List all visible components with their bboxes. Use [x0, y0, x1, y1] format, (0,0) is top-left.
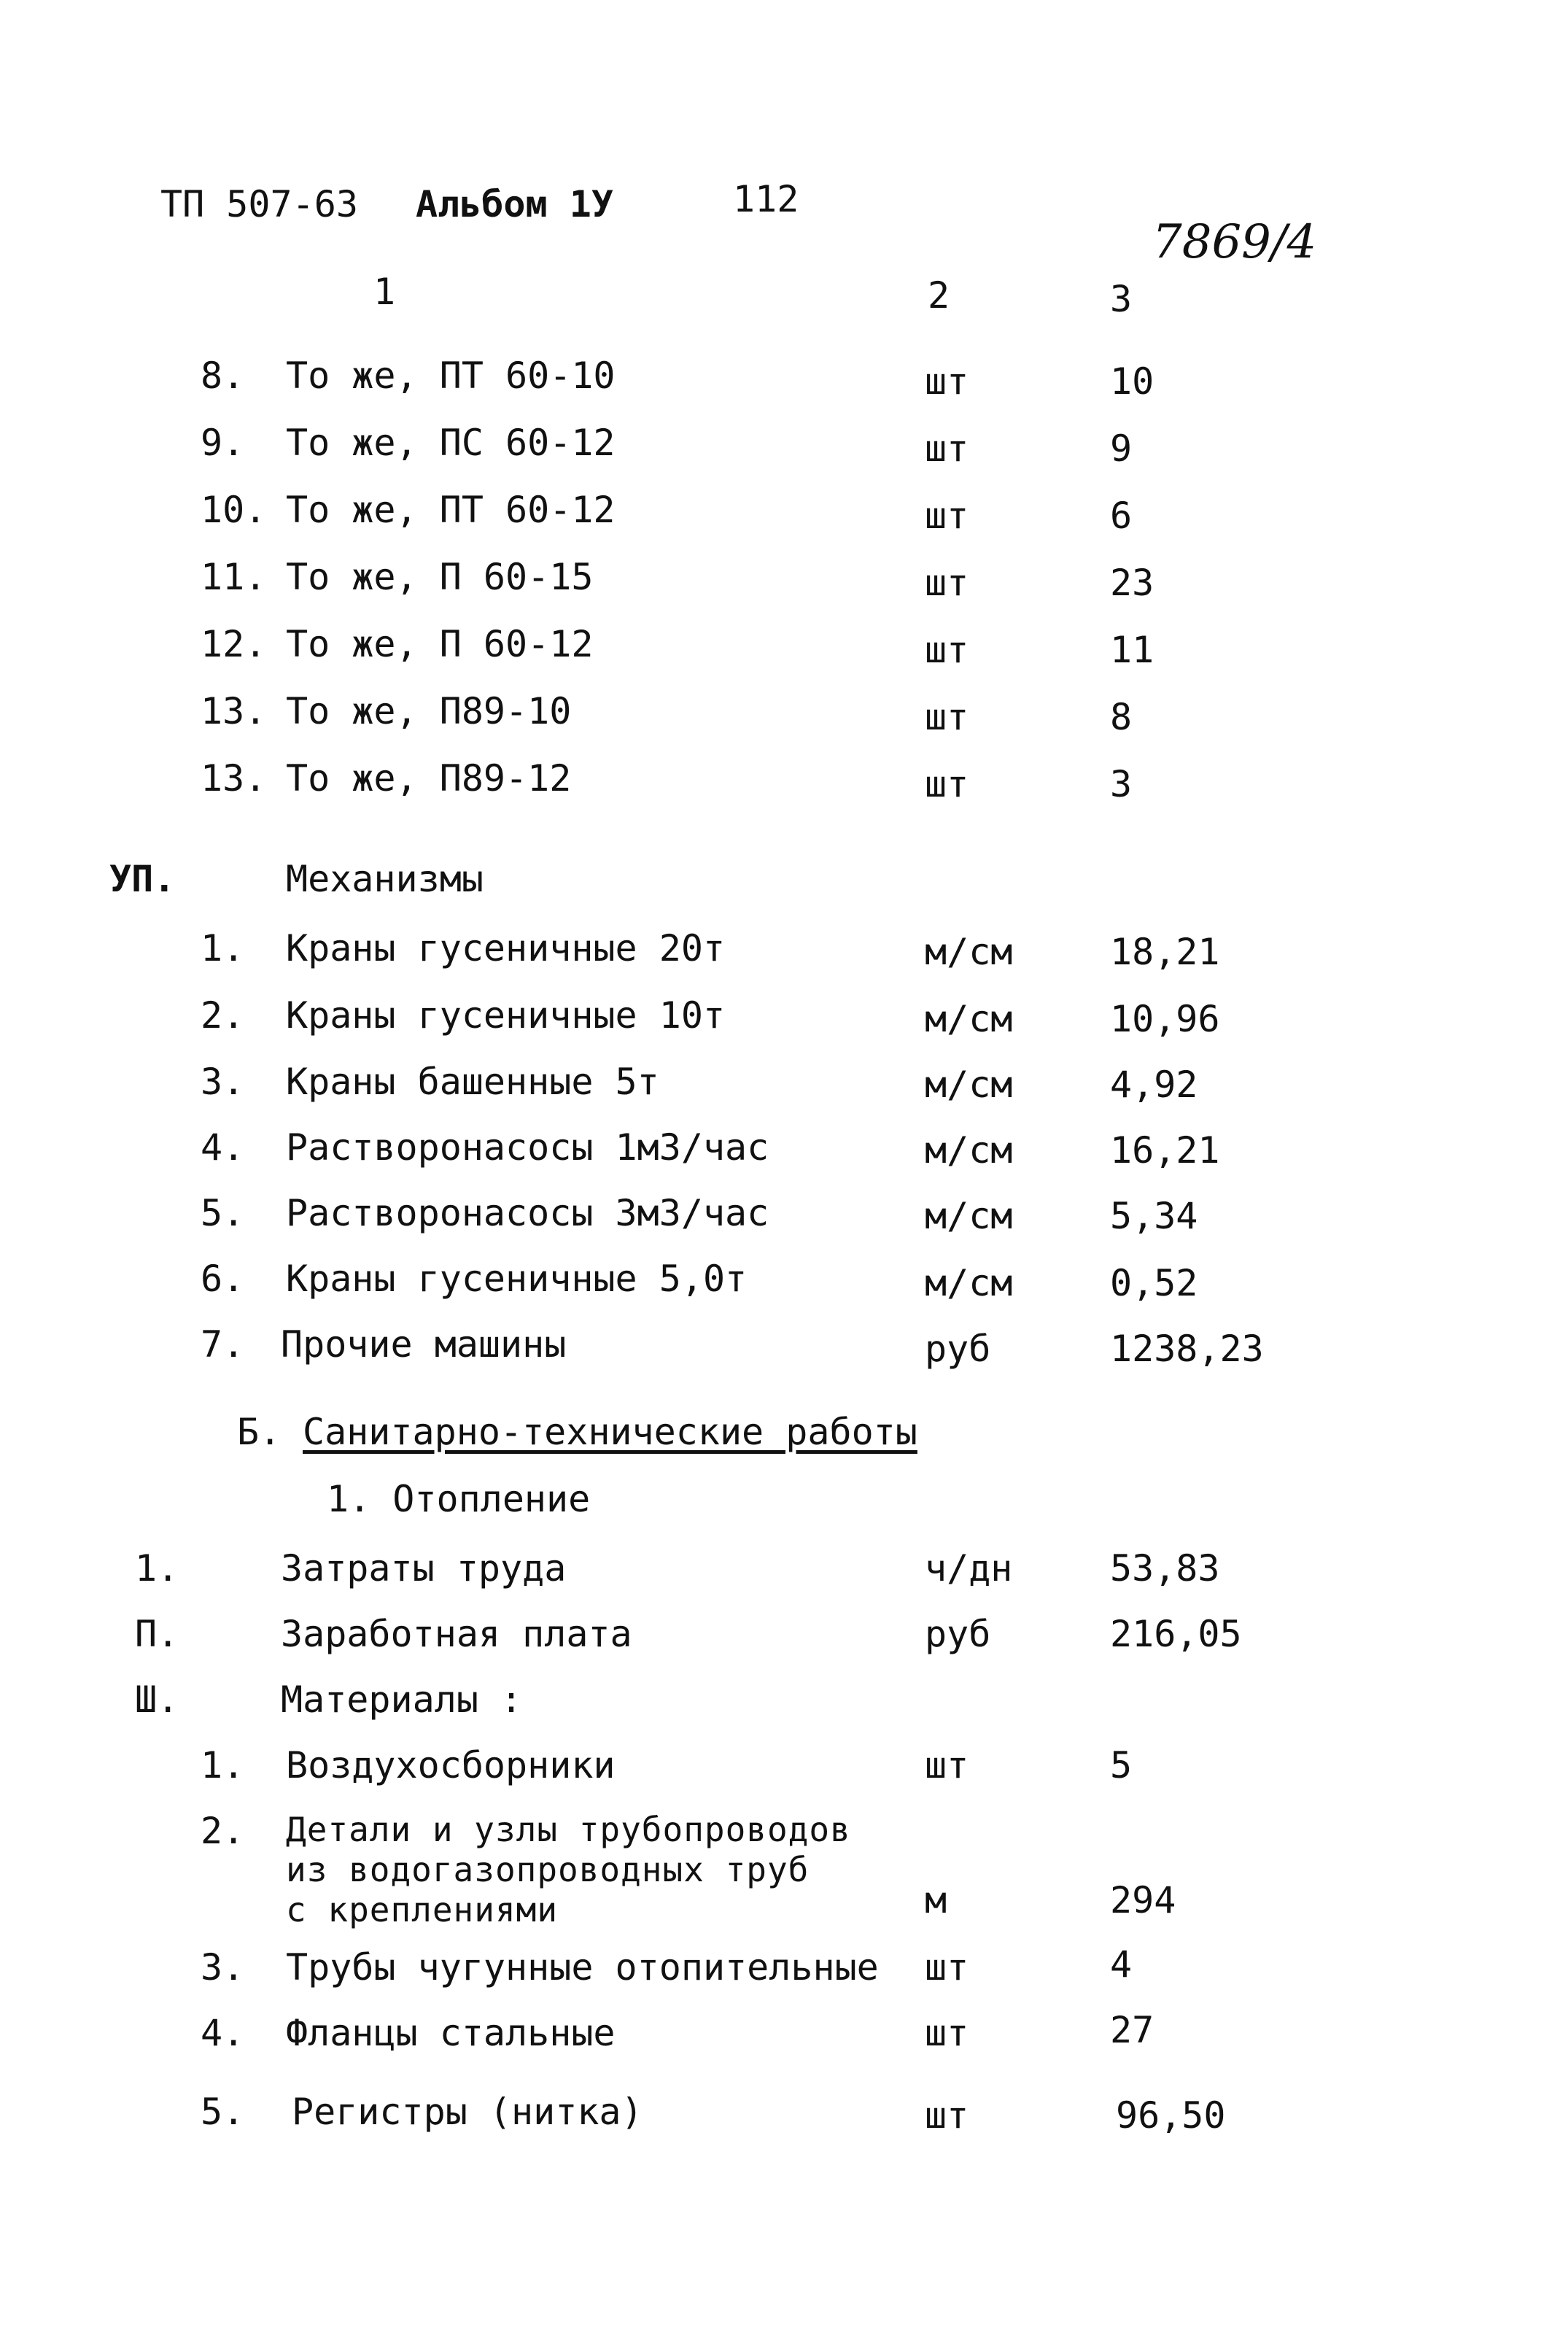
section-number: УП. — [109, 858, 176, 900]
row-unit: м/см — [925, 1129, 1013, 1172]
row-name: То же, ПС 60-12 — [286, 422, 616, 464]
row-quantity: 5 — [1110, 1744, 1133, 1786]
row-name: Прочие машины — [281, 1323, 567, 1366]
row-unit: м/см — [925, 1262, 1013, 1304]
row-unit: шт — [925, 763, 969, 805]
row-name: То же, ПТ 60-10 — [286, 355, 616, 397]
row-quantity: 6 — [1110, 495, 1133, 537]
row-unit: м/см — [925, 1195, 1013, 1237]
album-label: Альбом 1У — [416, 183, 613, 225]
row-quantity: 27 — [1110, 2009, 1154, 2051]
row-quantity: 1238,23 — [1110, 1328, 1264, 1370]
row-quantity: 294 — [1110, 1879, 1176, 1921]
row-unit: шт — [925, 427, 969, 470]
row-number: Ш. — [135, 1679, 179, 1721]
row-quantity: 3 — [1110, 763, 1133, 805]
column-header-3: 3 — [1110, 278, 1133, 320]
row-unit: шт — [925, 2012, 969, 2054]
row-number: 4. — [201, 2012, 245, 2054]
row-name: Краны гусеничные 5,0т — [286, 1258, 748, 1300]
row-name: Краны гусеничные 20т — [286, 927, 726, 969]
column-header-1: 1 — [373, 271, 396, 313]
row-number: 10. — [201, 489, 267, 531]
row-quantity: 0,52 — [1110, 1262, 1198, 1304]
row-name: Материалы : — [281, 1679, 523, 1721]
document-code: ТП 507-63 — [160, 183, 358, 225]
row-quantity: 10 — [1110, 360, 1154, 403]
row-name: Воздухосборники — [286, 1744, 616, 1786]
row-name: Краны гусеничные 10т — [286, 994, 726, 1037]
row-number: 1. — [201, 1744, 245, 1786]
row-unit: м/см — [925, 931, 1013, 973]
row-number: 6. — [201, 1258, 245, 1300]
row-unit: шт — [925, 562, 969, 604]
row-number: 3. — [201, 1061, 245, 1103]
row-unit: м — [925, 1879, 947, 1921]
row-quantity: 5,34 — [1110, 1195, 1198, 1237]
row-number: П. — [135, 1613, 179, 1655]
row-name: То же, ПТ 60-12 — [286, 489, 616, 531]
row-quantity: 16,21 — [1110, 1129, 1220, 1172]
row-unit: шт — [925, 629, 969, 671]
row-unit: ч/дн — [925, 1547, 1013, 1590]
row-quantity: 18,21 — [1110, 931, 1220, 973]
row-number: 3. — [201, 1946, 245, 1989]
row-name: То же, П89-12 — [286, 757, 572, 799]
row-quantity: 23 — [1110, 562, 1154, 604]
page-number: 112 — [733, 178, 799, 220]
row-quantity: 53,83 — [1110, 1547, 1220, 1590]
row-quantity: 9 — [1110, 427, 1133, 470]
row-unit: руб — [925, 1613, 991, 1655]
row-unit: руб — [925, 1328, 991, 1370]
row-unit: шт — [925, 2094, 969, 2137]
row-unit: шт — [925, 495, 969, 537]
row-name-line: Детали и узлы трубопроводов — [286, 1810, 851, 1849]
row-unit: шт — [925, 1946, 969, 1989]
row-name: То же, П89-10 — [286, 690, 572, 732]
row-number: 7. — [201, 1323, 245, 1366]
row-number: 1. — [201, 927, 245, 969]
row-unit: м/см — [925, 1064, 1013, 1106]
row-quantity: 4,92 — [1110, 1064, 1198, 1106]
row-number: 13. — [201, 690, 267, 732]
row-quantity: 4 — [1110, 1943, 1133, 1986]
row-number: 4. — [201, 1126, 245, 1169]
row-unit: м/см — [925, 998, 1013, 1040]
row-unit: шт — [925, 696, 969, 738]
row-quantity: 10,96 — [1110, 998, 1220, 1040]
section-title: Механизмы — [286, 858, 484, 900]
row-name-line: с креплениями — [286, 1890, 559, 1929]
row-name: То же, П 60-15 — [286, 556, 594, 598]
row-number: 13. — [201, 757, 267, 799]
row-number: 1. — [135, 1547, 179, 1590]
row-quantity: 96,50 — [1116, 2094, 1226, 2137]
row-number: 5. — [201, 2091, 245, 2133]
subsection-title: 1. Отопление — [327, 1478, 591, 1520]
handwritten-inventory-number: 7869/4 — [1152, 215, 1317, 269]
section-b-title: Санитарно-технические работы — [303, 1411, 917, 1453]
row-quantity: 11 — [1110, 629, 1154, 671]
row-name-line: из водогазопроводных труб — [286, 1850, 810, 1889]
row-quantity: 8 — [1110, 696, 1133, 738]
section-b-prefix: Б. — [237, 1411, 282, 1453]
row-number: 9. — [201, 422, 245, 464]
row-name: Заработная плата — [281, 1613, 632, 1655]
row-number: 11. — [201, 556, 267, 598]
row-name: Краны башенные 5т — [286, 1061, 659, 1103]
row-unit: шт — [925, 1744, 969, 1786]
row-number: 2. — [201, 1810, 245, 1852]
row-name: Регистры (нитка) — [292, 2091, 643, 2133]
column-header-2: 2 — [928, 274, 950, 317]
row-name: Растворонасосы 1м3/час — [286, 1126, 769, 1169]
row-name: Растворонасосы 3м3/час — [286, 1192, 769, 1234]
row-unit: шт — [925, 360, 969, 403]
row-number: 12. — [201, 623, 267, 665]
row-quantity: 216,05 — [1110, 1613, 1242, 1655]
row-name: То же, П 60-12 — [286, 623, 594, 665]
row-name: Трубы чугунные отопительные — [286, 1946, 879, 1989]
row-number: 5. — [201, 1192, 245, 1234]
row-name: Фланцы стальные — [286, 2012, 616, 2054]
row-name: Затраты труда — [281, 1547, 567, 1590]
row-number: 2. — [201, 994, 245, 1037]
row-number: 8. — [201, 355, 245, 397]
